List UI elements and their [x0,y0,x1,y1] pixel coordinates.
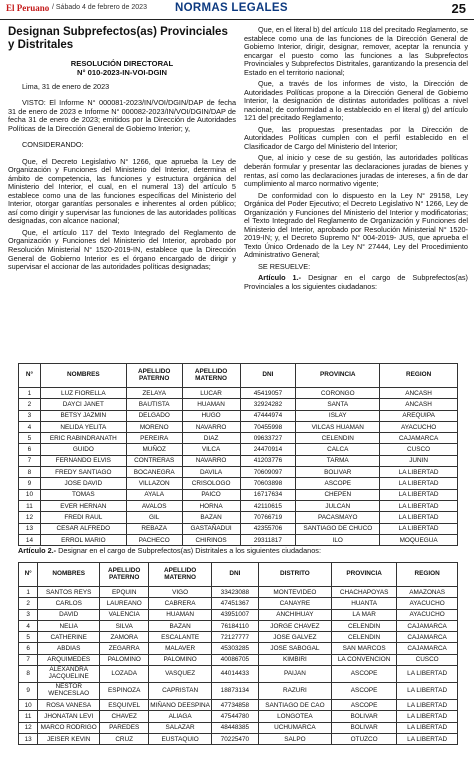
newspaper-logo: El Peruano [6,3,50,13]
table-cell: CELENDIN [331,620,396,631]
table-row [19,620,458,631]
table-row [19,388,458,399]
table-cell: TOMAS [40,489,126,500]
table-cell: FREDI RAUL [40,512,126,523]
visto-paragraph: VISTO: El Informe N° 000081-2023/IN/VOI/DGIN/DAP de fecha 31 de enero de 2023 e Informe N° 000082-2023/IN/VOI/DGIN/DAP de fecha 31 de enero de 2023; emitidos por la Dirección de Autoridades Políticas de la Dirección General de Gobierno Interior; y, [8,98,236,133]
table-cell: CAJAMARCA [380,433,458,444]
table-cell: ALEXANDRA JACQUELINE [38,666,100,683]
table-cell: 11 [19,500,41,511]
table-cell: CRISOLOGO [182,478,240,489]
table-cell: NESTOR WENCESLAO [38,683,100,700]
table-cell: GASTAÑADUI [182,523,240,534]
table-row [19,654,458,665]
table-cell: CHACHAPOYAS [331,587,396,598]
table-cell: TARMA [296,455,380,466]
table-cell: ALIAGA [149,711,212,722]
table-cell: EVER HERNAN [40,500,126,511]
resolution-type: RESOLUCIÓN DIRECTORAL [70,59,174,69]
table-cell: CARLOS [38,598,100,609]
table-cell: DELGADO [126,410,182,421]
table-cell: 29311817 [240,534,296,545]
table-cell: HUGO [182,410,240,421]
table-cell: ERIC RABINDRANATH [40,433,126,444]
table-cell: 13 [19,733,38,744]
table-cell: ASCOPE [296,478,380,489]
table-row [19,711,458,722]
table-cell: HUAMAN [149,609,212,620]
paragraph: De conformidad con lo dispuesto en la Ley N° 29158, Ley Orgánica del Poder Ejecutivo; el Decreto Legislativo N° 1266, Ley de Organización y Funciones del Ministerio del Interior y modificatorias; el Texto Integrado del Reglamento de Organización y Funciones del Ministerio del Interior, aprobado por Resolución Ministerial N° 1520-2019-IN; y, el Decreto Supremo N° 004-2019- JUS, que aprueba el Texto Único Ordenado de la Ley N° 27444, Ley del Procedimiento Administrativo General; [244,190,468,260]
table-cell: JOSE GALVEZ [258,632,331,643]
column-header: DNI [240,364,296,388]
table-row [19,500,458,511]
table-cell: EPQUIN [100,587,149,598]
table-cell: CRUZ [100,733,149,744]
table-cell: 43951007 [211,609,258,620]
table-cell: 10 [19,489,41,500]
table-cell: 70225470 [211,733,258,744]
district-subprefects-table [18,562,458,745]
column-header: REGION [380,364,458,388]
table-cell: 2 [19,598,38,609]
table-cell: VIGO [149,587,212,598]
table-cell: 8 [19,666,38,683]
table-cell: 9 [19,478,41,489]
table-row [19,598,458,609]
table-cell: ARQUIMEDES [38,654,100,665]
table-cell: ZEGARRA [100,643,149,654]
table-cell: SANTA [296,399,380,410]
table-cell: 1 [19,587,38,598]
paragraph: Que, al inicio y cese de su gestión, las autoridades políticas deberán formular y presentar las declaraciones juradas de bienes y rentas, así como las declaraciones juradas de intereses, a fin de dar cumplimiento al marco normativo vigente; [244,153,468,189]
table-cell: 3 [19,410,41,421]
city-date: Lima, 31 de enero de 2023 [22,81,110,91]
table-cell: GUIDO [40,444,126,455]
table-cell: ISLAY [296,410,380,421]
table-cell: LA LIBERTAD [380,523,458,534]
table-cell: BAZAN [149,620,212,631]
table-cell: GIL [126,512,182,523]
table-cell: 12 [19,722,38,733]
table-cell: FREDY SANTIAGO [40,467,126,478]
article-1 [244,274,468,291]
table-cell: CAJAMARCA [397,643,458,654]
table-cell: 47444974 [240,410,296,421]
table-cell: CAPRISTAN [149,683,212,700]
table-cell: 8 [19,467,41,478]
table-cell: CAJAMARCA [397,620,458,631]
table-cell: ESQUIVEL [100,700,149,711]
table-cell: JOSE SABOGAL [258,643,331,654]
page-header [0,0,474,20]
table-cell: CHIRINOS [182,534,240,545]
table-cell: 6 [19,444,41,455]
table-cell: 12 [19,512,41,523]
table-cell: KIMBIRI [258,654,331,665]
table-cell: LUZ FIORELLA [40,388,126,399]
table-cell: ESCALANTE [149,632,212,643]
table-row [19,733,458,744]
table-cell: 6 [19,643,38,654]
table-cell: 45419057 [240,388,296,399]
table-cell: 40086705 [211,654,258,665]
table-row [19,632,458,643]
table-row [19,410,458,421]
table-row [19,489,458,500]
table-cell: ILO [296,534,380,545]
table-cell: NAVARRO [182,455,240,466]
table-cell: BAZAN [182,512,240,523]
table-cell: 42110615 [240,500,296,511]
table-cell: 2 [19,399,41,410]
table-cell: CUSCO [380,444,458,455]
table-cell: CHAVEZ [100,711,149,722]
table-cell: PACASMAYO [296,512,380,523]
table-cell: HUANTA [331,598,396,609]
table-cell: VILLAZON [126,478,182,489]
table-cell: 24470914 [240,444,296,455]
page-number: 25 [451,1,466,16]
table-cell: CAJAMARCA [397,632,458,643]
table-row [19,534,458,545]
article-2-label: Artículo 2.- [18,546,57,555]
table-cell: 13 [19,523,41,534]
resuelve-heading: SE RESUELVE: [258,261,311,271]
table-cell: 4 [19,421,41,432]
table-cell: AREQUIPA [380,410,458,421]
table-cell: JUNIN [380,455,458,466]
table-row [19,455,458,466]
table-cell: LA LIBERTAD [380,467,458,478]
table-cell: MALAVER [149,643,212,654]
article-1-text: Designar en el cargo de Subprefectos(as) Provinciales a los siguientes ciudadanos: [244,273,468,291]
column-header: NOMBRES [38,563,100,587]
table-cell: 76184110 [211,620,258,631]
table-cell: AVALOS [126,500,182,511]
table-cell: LA LIBERTAD [397,683,458,700]
table-cell: BOCANEGRA [126,467,182,478]
table-cell: BOLIVAR [296,467,380,478]
header-date: / Sábado 4 de febrero de 2023 [52,4,147,11]
table-row [19,666,458,683]
table-cell: LOZADA [100,666,149,683]
table-cell: MIÑANO DEESPINA [149,700,212,711]
table-cell: SALAZAR [149,722,212,733]
table-cell: SANTIAGO DE CHUCO [296,523,380,534]
table-cell: MOQUEGUA [380,534,458,545]
table-cell: ZELAYA [126,388,182,399]
left-column [8,26,236,275]
table-row [19,643,458,654]
table-cell: AYACUCHO [397,598,458,609]
table-cell: NAVARRO [182,421,240,432]
table-cell: 18873134 [211,683,258,700]
table-cell: 33423088 [211,587,258,598]
table-cell: 5 [19,632,38,643]
table-cell: UCHUMARCA [258,722,331,733]
table-cell: EUSTAQUIO [149,733,212,744]
table-cell: JHONATAN LEVI [38,711,100,722]
column-header: APELLIDO PATERNO [126,364,182,388]
column-header: REGION [397,563,458,587]
table-cell: LONGOTEA [258,711,331,722]
table-cell: PACHECO [126,534,182,545]
table-cell: 47734858 [211,700,258,711]
column-header: DISTRITO [258,563,331,587]
table-cell: ROSA VANESA [38,700,100,711]
table-row [19,587,458,598]
table-cell: DAVILA [182,467,240,478]
table-cell: VILCA [182,444,240,455]
table-cell: CATHERINE [38,632,100,643]
table-cell: ERROL MARIO [40,534,126,545]
column-header: APELLIDO MATERNO [182,364,240,388]
table-cell: 10 [19,700,38,711]
table-cell: 44014433 [211,666,258,683]
table-cell: HORNA [182,500,240,511]
paragraph: Que, el Decreto Legislativo N° 1266, que aprueba la Ley de Organización y Funciones del Ministerio del Interior, determina el ámbito de competencia, las funciones y estructura orgánica del Ministerio del Interior, el cual, en el numeral 13) del artículo 5 establece como una de las funciones específicas del Ministerio del Interior, otorgar garantías personales e inherentes al orden público; así como dirigir y supervisar las funciones de las autoridades políticas designadas, con alcance nacional; [8,156,236,226]
table-cell: LUCAR [182,388,240,399]
table-cell: JOSE DAVID [40,478,126,489]
table-cell: ABDIAS [38,643,100,654]
table-row [19,399,458,410]
table-cell: 70603898 [240,478,296,489]
column-header: PROVINCIA [331,563,396,587]
table-cell: PALOMINO [100,654,149,665]
table-cell: 11 [19,711,38,722]
table-cell: HUAMAN [182,399,240,410]
table-cell: BETSY JAZMIN [40,410,126,421]
table-cell: 3 [19,609,38,620]
table-cell: SANTOS REYS [38,587,100,598]
table-cell: CONTRERAS [126,455,182,466]
table-cell: LA LIBERTAD [397,733,458,744]
table-cell: CHEPEN [296,489,380,500]
table-header-row [19,364,458,388]
column-header: NOMBRES [40,364,126,388]
table-cell: CORONGO [296,388,380,399]
table-cell: OTUZCO [331,733,396,744]
article-title: Designan Subprefectos(as) Provinciales y Distritales [8,26,228,51]
table-cell: DIAZ [182,433,240,444]
paragraph: Que, a través de los informes de visto, la Dirección de Autoridades Políticas propone a la Dirección General de Gobierno Interior, la designación de distintas autoridades políticas a nivel nacional; de conformidad a lo establecido en el literal g) del artículo 121 del precitado Reglamento; [244,79,468,123]
table-cell: DAVID [38,609,100,620]
paragraph: Que, el artículo 117 del Texto Integrado del Reglamento de Organización y Funciones del Ministerio del Interior, aprobado por Resolución Ministerial N° 1520-2019-IN, establece que la Dirección General de Gobierno Interior es el órgano encargado de dirigir y supervisar el accionar de las autoridades políticas designadas; [8,227,236,272]
table-cell: AYACUCHO [380,421,458,432]
table-header-row [19,563,458,587]
table-row [19,433,458,444]
table-cell: LA LIBERTAD [380,489,458,500]
column-header: DNI [211,563,258,587]
table-cell: LA LIBERTAD [397,700,458,711]
table-cell: 45303285 [211,643,258,654]
table-cell: 70455998 [240,421,296,432]
table-cell: 7 [19,455,41,466]
article-2 [18,546,321,555]
table-cell: ESPINOZA [100,683,149,700]
table-cell: LA LIBERTAD [397,666,458,683]
provincial-subprefects-table [18,363,458,546]
table-cell: ZAMORA [100,632,149,643]
table-cell: VILCAS HUAMAN [296,421,380,432]
table-cell: NELIDA YELITA [40,421,126,432]
column-header: APELLIDO MATERNO [149,563,212,587]
section-title: NORMAS LEGALES [175,2,288,14]
table-cell: 47451367 [211,598,258,609]
table-cell: 32924282 [240,399,296,410]
paragraph: Que, las propuestas presentadas por la Dirección de Autoridades Políticas cumplen con el perfil establecido en el Clasificador de Cargo del Ministerio del Interior; [244,124,468,151]
table-cell: CESAR ALFREDO [40,523,126,534]
table-cell: LA MAR [331,609,396,620]
table-cell: 5 [19,433,41,444]
table-cell: JEISER KEVIN [38,733,100,744]
table-cell: CABRERA [149,598,212,609]
table-cell: CALCA [296,444,380,455]
table-cell: LA LIBERTAD [380,512,458,523]
table-cell: PAREDES [100,722,149,733]
table-cell: PALOMINO [149,654,212,665]
table-cell: MUÑOZ [126,444,182,455]
table-cell: LA CONVENCION [331,654,396,665]
table-cell: 7 [19,654,38,665]
table-cell: BOLIVAR [331,711,396,722]
table-cell: LA LIBERTAD [397,711,458,722]
table-cell: LAUREANO [100,598,149,609]
table-cell: AYACUCHO [397,609,458,620]
table-cell: 4 [19,620,38,631]
table-row [19,421,458,432]
article-1-label: Artículo 1.- [258,273,302,283]
table-cell: CELENDIN [331,632,396,643]
table-cell: SANTIAGO DE CAO [258,700,331,711]
table-cell: 14 [19,534,41,545]
column-header: N° [19,364,41,388]
table-cell: 09633727 [240,433,296,444]
considerando-heading: CONSIDERANDO: [22,140,84,150]
table-cell: 47544780 [211,711,258,722]
table-cell: SAN MARCOS [331,643,396,654]
table-row [19,683,458,700]
table-cell: PAIJAN [258,666,331,683]
table-row [19,609,458,620]
table-cell: LA LIBERTAD [380,478,458,489]
table-cell: BAUTISTA [126,399,182,410]
table-cell: 16717634 [240,489,296,500]
table-cell: SALPO [258,733,331,744]
table-cell: PEREIRA [126,433,182,444]
table-cell: ANCHIHUAY [258,609,331,620]
table-cell: ASCOPE [331,666,396,683]
table-cell: LA LIBERTAD [380,500,458,511]
resolution-heading [8,59,236,77]
paragraph: Que, en el literal b) del artículo 118 del precitado Reglamento, se establece como una de las funciones de la Dirección General de Gobierno Interior, dirigir, designar, remover, aceptar la renuncia y encargar el puesto como las funciones a las Subprefectos Provinciales y Subprefectos Distritales, garantizando la presencia del Estado en el territorio nacional; [244,25,468,77]
table-cell: CANAYRE [258,598,331,609]
table-cell: CUSCO [397,654,458,665]
table-cell: 9 [19,683,38,700]
table-cell: MONTEVIDEO [258,587,331,598]
table-cell: VASQUEZ [149,666,212,683]
resolution-number: N° 010-2023-IN-VOI-DGIN [77,68,167,78]
table-cell: ANCASH [380,388,458,399]
table-cell: ANCASH [380,399,458,410]
table-row [19,478,458,489]
table-row [19,700,458,711]
table-cell: DAYCI JANET [40,399,126,410]
table-cell: 70609097 [240,467,296,478]
table-cell: 72127777 [211,632,258,643]
table-cell: BOLIVAR [331,722,396,733]
table-cell: 1 [19,388,41,399]
table-cell: RAZURI [258,683,331,700]
table-cell: JORGE CHAVEZ [258,620,331,631]
table-row [19,444,458,455]
table-cell: ASCOPE [331,700,396,711]
table-cell: SILVA [100,620,149,631]
column-header: APELLIDO PATERNO [100,563,149,587]
table-row [19,523,458,534]
table-cell: 41203776 [240,455,296,466]
table-cell: 70766719 [240,512,296,523]
table-cell: VALENCIA [100,609,149,620]
column-header: PROVINCIA [296,364,380,388]
table-cell: CELENDIN [296,433,380,444]
table-cell: 42355706 [240,523,296,534]
table-cell: LA LIBERTAD [397,722,458,733]
table-row [19,467,458,478]
table-cell: MORENO [126,421,182,432]
table-cell: MARCO RODRIGO [38,722,100,733]
column-header: N° [19,563,38,587]
table-cell: REBAZA [126,523,182,534]
table-cell: JULCAN [296,500,380,511]
table-cell: ASCOPE [331,683,396,700]
table-cell: PAICO [182,489,240,500]
table-row [19,512,458,523]
right-column [244,26,468,294]
article-2-text: Designar en el cargo de Subprefectos(as) Distritales a los siguientes ciudadanos: [56,546,321,555]
table-cell: 48448385 [211,722,258,733]
table-cell: FERNANDO ELVIS [40,455,126,466]
table-row [19,722,458,733]
table-cell: AMAZONAS [397,587,458,598]
table-cell: AYALA [126,489,182,500]
table-cell: NELIA [38,620,100,631]
